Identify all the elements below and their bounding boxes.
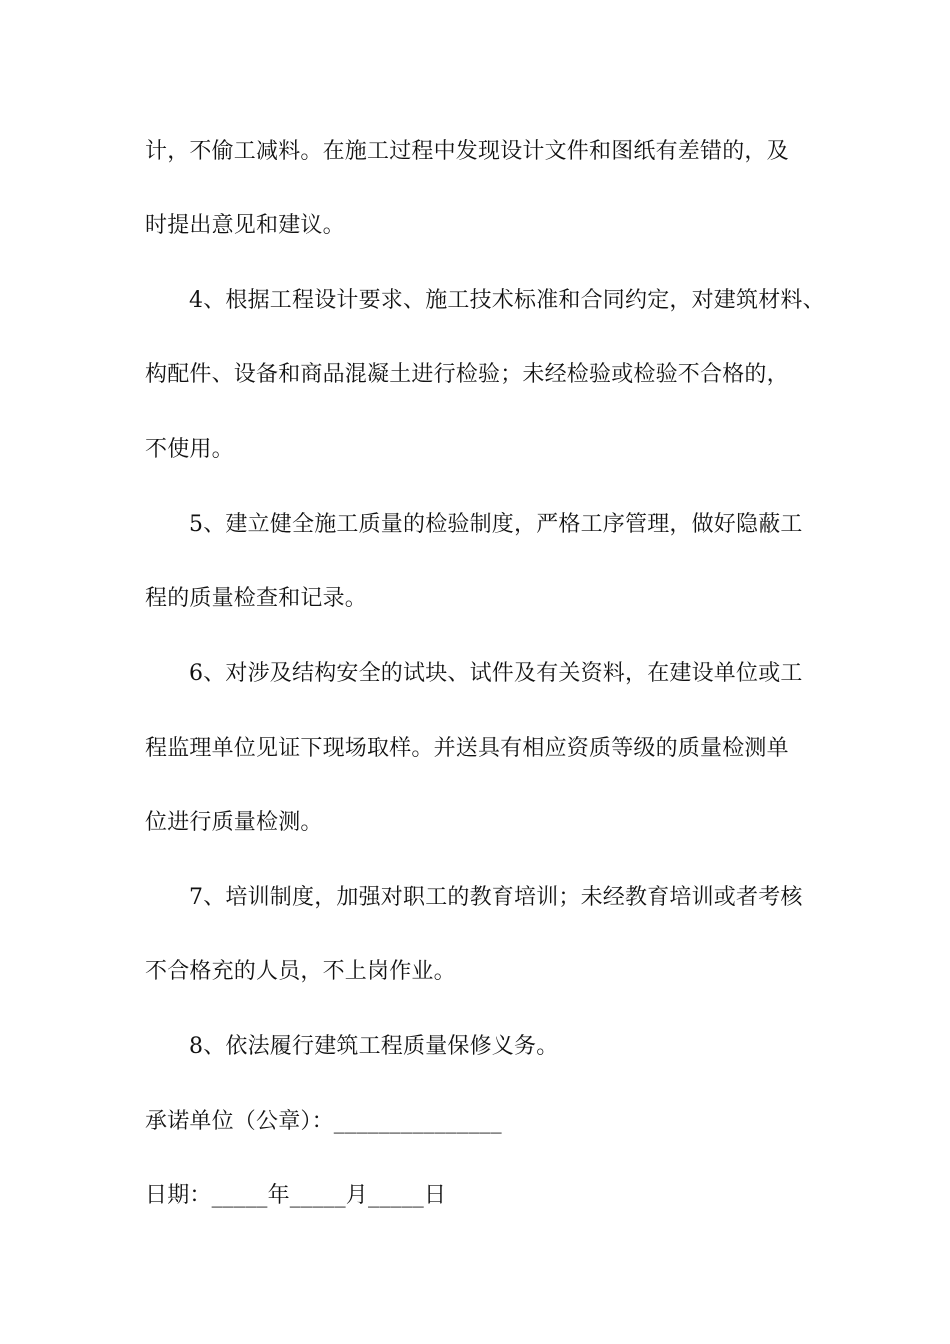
signature-line: 承诺单位（公章）：_______________	[145, 1109, 502, 1134]
paragraph-line: 不使用。	[145, 437, 234, 462]
paragraph-line: 7、培训制度，加强对职工的教育培训；未经教育培训或者考核	[189, 885, 803, 910]
paragraph-line: 5、建立健全施工质量的检验制度，严格工序管理，做好隐蔽工	[189, 512, 803, 537]
paragraph-line: 程监理单位见证下现场取样。并送具有相应资质等级的质量检测单	[145, 736, 789, 761]
paragraph-line: 6、对涉及结构安全的试块、试件及有关资料，在建设单位或工	[189, 661, 803, 686]
paragraph-line: 4、根据工程设计要求、施工技术标准和合同约定，对建筑材料、	[189, 288, 825, 313]
paragraph-line: 不合格充的人员，不上岗作业。	[145, 959, 456, 984]
paragraph-line: 计，不偷工减料。在施工过程中发现设计文件和图纸有差错的，及	[145, 139, 789, 164]
paragraph-line: 时提出意见和建议。	[145, 213, 345, 238]
date-line: 日期：_____年_____月_____日	[145, 1183, 447, 1208]
paragraph-line: 构配件、设备和商品混凝土进行检验；未经检验或检验不合格的，	[145, 362, 789, 387]
paragraph-line: 程的质量检查和记录。	[145, 586, 368, 611]
paragraph-line: 位进行质量检测。	[145, 810, 323, 835]
paragraph-line: 8、依法履行建筑工程质量保修义务。	[189, 1034, 559, 1059]
